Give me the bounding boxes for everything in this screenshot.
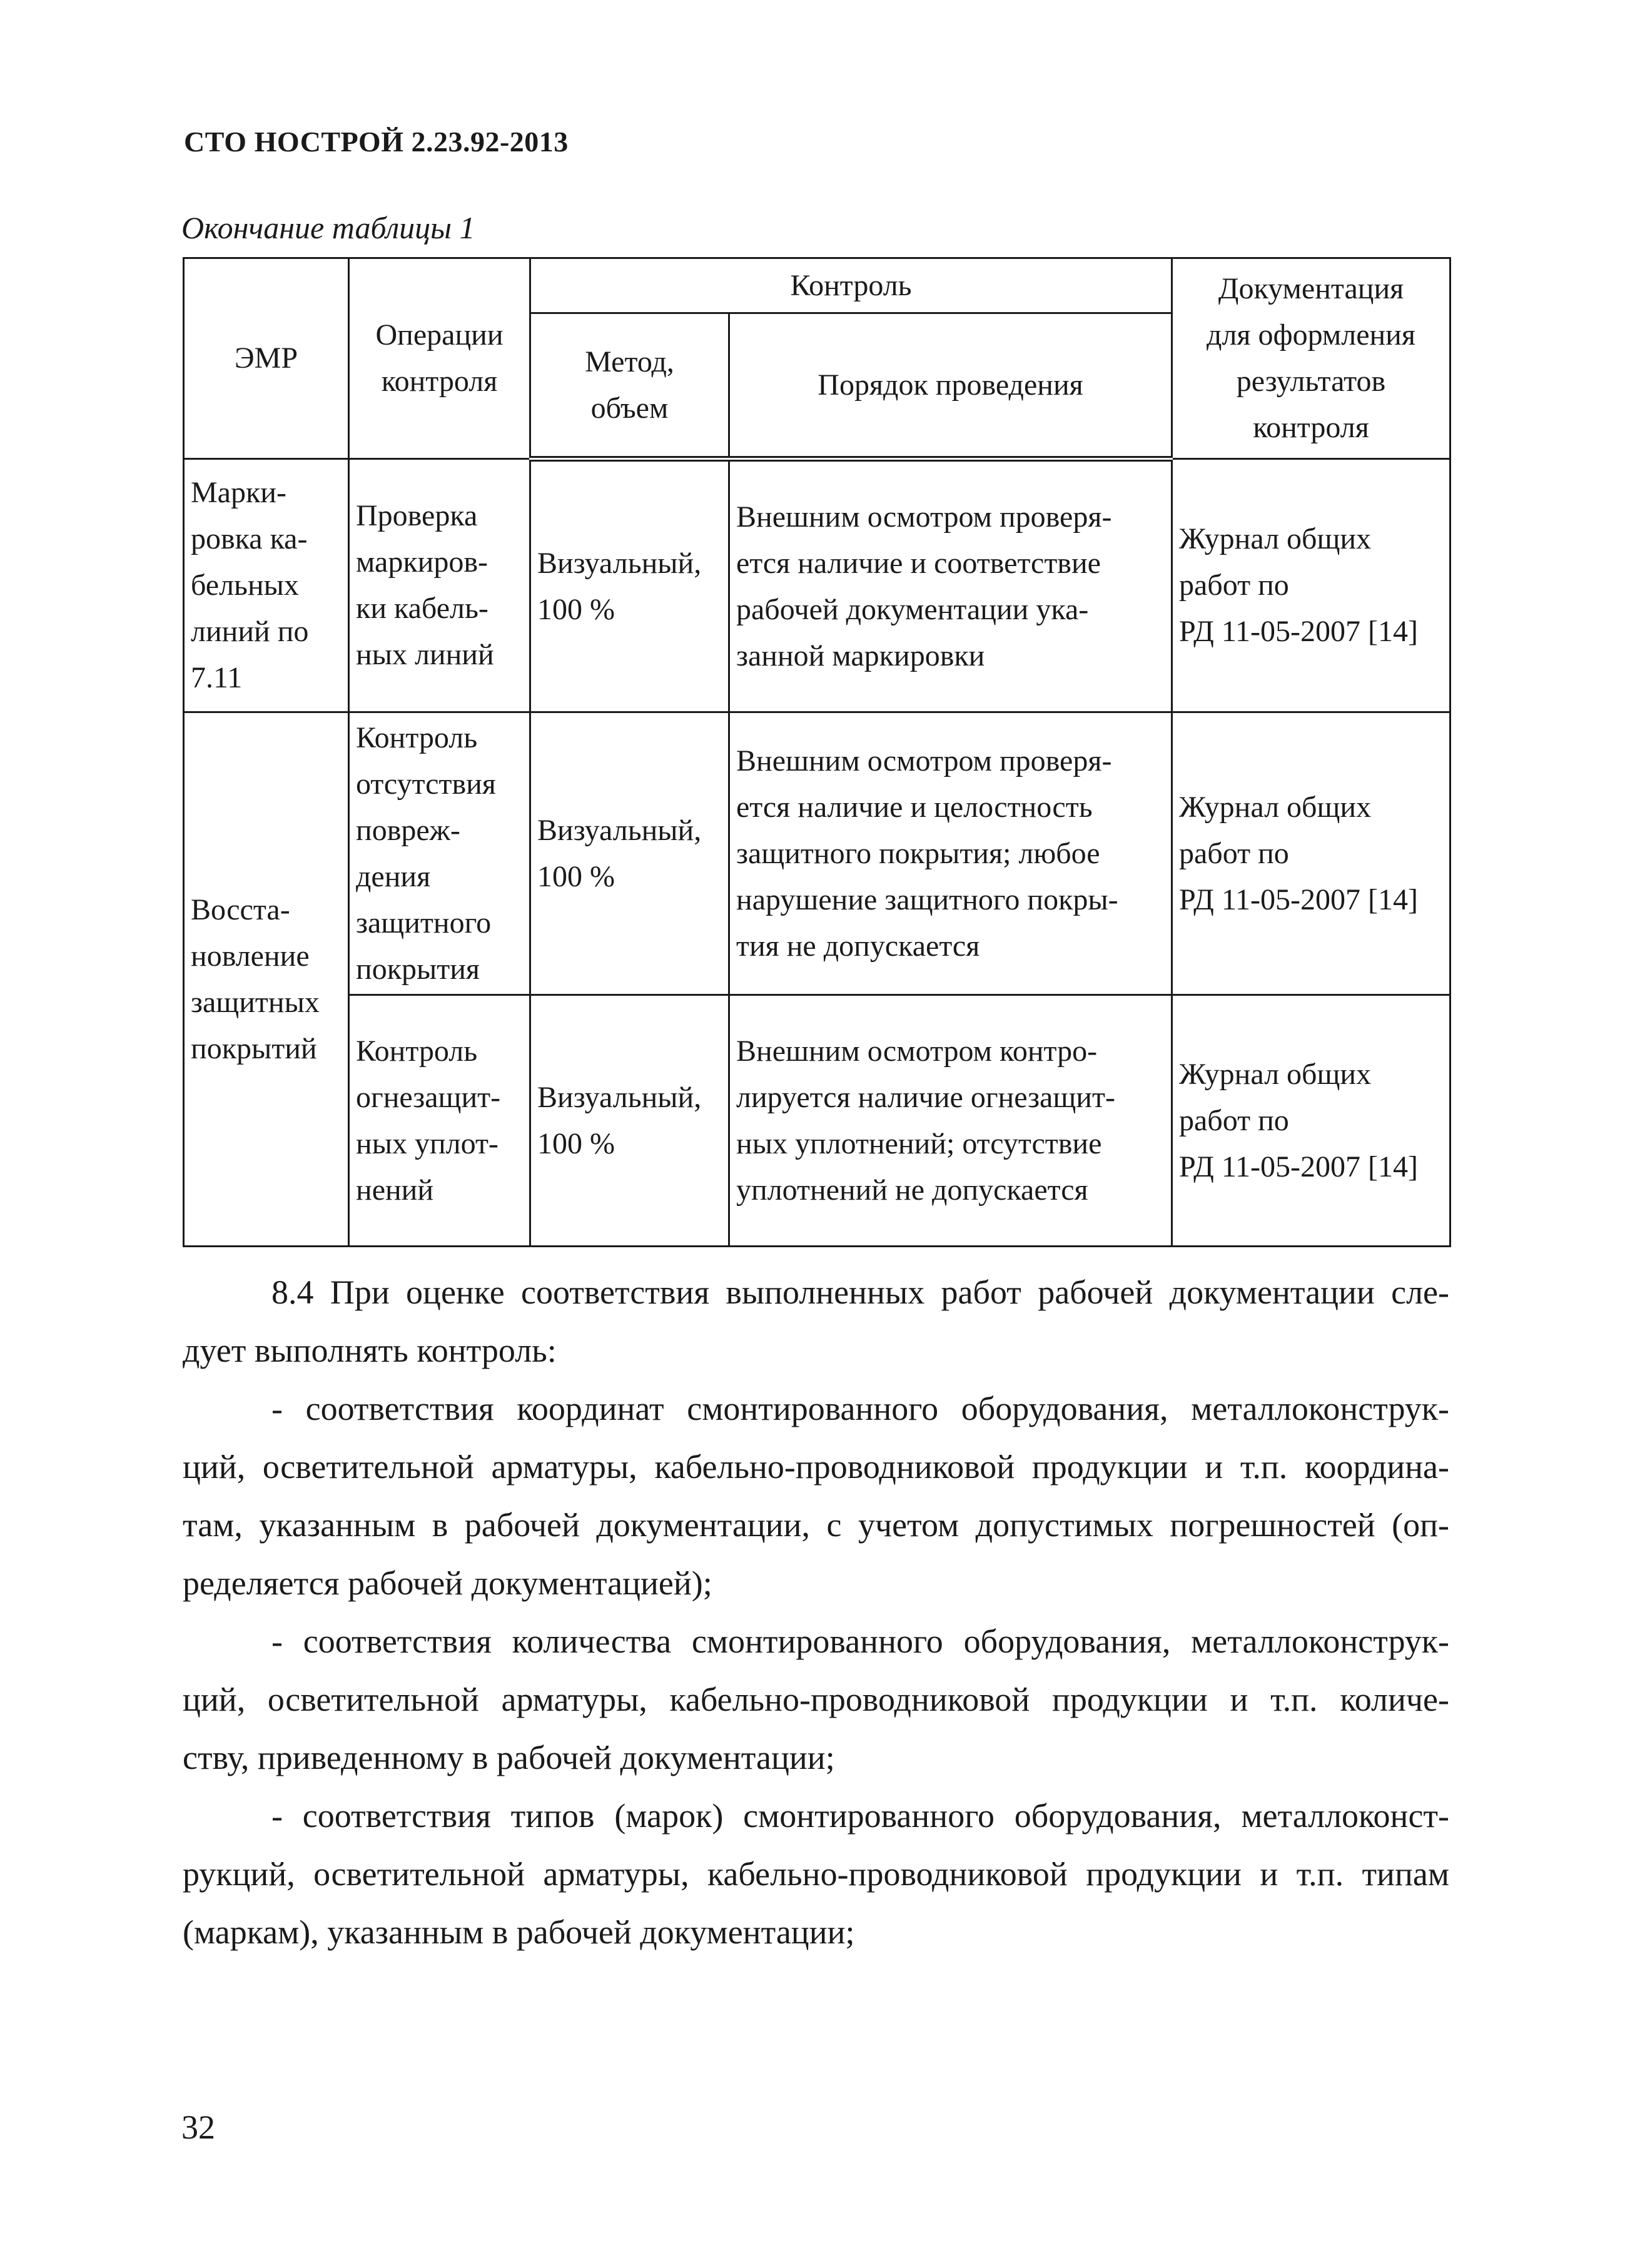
cell-line: для оформления <box>1207 318 1415 352</box>
control-table <box>183 257 1451 1247</box>
cell-line: 100 % <box>537 859 615 893</box>
cell-line: покрытий <box>191 1031 317 1065</box>
cell-line: ется наличие и соответствие <box>736 546 1101 580</box>
cell-operation <box>349 712 530 995</box>
cell-line: Документация <box>1218 272 1404 305</box>
cell-line: линий по <box>191 615 309 648</box>
cell-line: Журнал общих <box>1179 522 1372 555</box>
cell-line: контроля <box>1253 411 1369 444</box>
cell-line: уплотнений не допускается <box>736 1173 1088 1207</box>
cell-line: бельных <box>191 569 299 602</box>
cell-method <box>530 995 729 1247</box>
cell-line: контроля <box>381 365 498 398</box>
cell-line: объем <box>590 391 669 425</box>
cell-line: повреж- <box>356 813 460 847</box>
page-number: 32 <box>181 2109 215 2146</box>
cell-procedure <box>729 459 1172 712</box>
cell-line: дения <box>356 859 431 893</box>
cell-line: Марки- <box>191 476 286 509</box>
text-line: ций, осветительной арматуры, кабельно-проводниковой продукции и т.п. координа- <box>183 1448 1449 1486</box>
cell-line: 100 % <box>537 592 615 626</box>
cell-line: Журнал общих <box>1179 790 1372 824</box>
cell-documentation <box>1172 459 1450 712</box>
document-header: СТО НОСТРОЙ 2.23.92-2013 <box>184 126 569 158</box>
cell-line: защитного <box>356 906 492 939</box>
header-documentation <box>1172 258 1450 459</box>
cell-line: рабочей документации ука- <box>736 592 1089 626</box>
cell-emr <box>184 459 349 712</box>
header-operations <box>349 258 530 459</box>
cell-line: Внешним осмотром проверя- <box>736 500 1112 534</box>
cell-line: лируется наличие огнезащит- <box>736 1080 1115 1114</box>
paragraph <box>183 1263 1449 1380</box>
table-row <box>184 712 1450 995</box>
cell-line: 100 % <box>537 1126 615 1160</box>
text-line: там, указанным в рабочей документации, с учетом допустимых погрешностей (оп- <box>183 1506 1449 1544</box>
cell-line: ных уплотнений; отсутствие <box>736 1126 1102 1160</box>
cell-documentation <box>1172 712 1450 995</box>
cell-line: ровка ка- <box>191 522 308 555</box>
table-row <box>184 459 1450 712</box>
table-row <box>184 995 1450 1247</box>
table-caption: Окончание таблицы 1 <box>181 210 475 245</box>
cell-line: РД 11-05-2007 [14] <box>1179 615 1418 648</box>
cell-method <box>530 712 729 995</box>
cell-method <box>530 459 729 712</box>
cell-line: Контроль <box>356 1034 478 1068</box>
paragraph <box>183 1787 1449 1962</box>
text-line: - соответствия типов (марок) смонтированного оборудования, металлоконст- <box>271 1797 1449 1835</box>
cell-line: ных линий <box>356 638 494 671</box>
text-line: - соответствия координат смонтированного оборудования, металлоконструк- <box>271 1390 1449 1427</box>
cell-line: ется наличие и целостность <box>736 790 1093 824</box>
paragraph <box>183 1612 1449 1787</box>
cell-line: РД 11-05-2007 [14] <box>1179 883 1418 916</box>
cell-procedure <box>729 995 1172 1247</box>
header-emr: ЭМР <box>184 258 349 459</box>
cell-line: Внешним осмотром проверя- <box>736 744 1112 777</box>
cell-line: Визуальный, <box>537 1080 702 1114</box>
paragraph <box>183 1380 1449 1612</box>
cell-line: работ по <box>1179 836 1289 870</box>
cell-documentation <box>1172 995 1450 1247</box>
text-line: ределяется рабочей документацией); <box>183 1564 712 1602</box>
body-text <box>183 1263 1449 1962</box>
cell-line: новление <box>191 939 310 973</box>
cell-line: Визуальный, <box>537 813 702 847</box>
text-line: ций, осветительной арматуры, кабельно-проводниковой продукции и т.п. количе- <box>183 1681 1449 1718</box>
cell-line: Метод, <box>585 345 674 378</box>
cell-line: нарушение защитного покры- <box>736 883 1118 916</box>
cell-emr <box>184 712 349 1247</box>
cell-procedure <box>729 712 1172 995</box>
cell-line: ки кабель- <box>356 592 489 625</box>
cell-line: Проверка <box>356 499 478 532</box>
cell-line: нений <box>356 1173 434 1207</box>
cell-line: Контроль <box>356 721 478 754</box>
cell-line: работ по <box>1179 569 1289 602</box>
cell-line: ных уплот- <box>356 1126 499 1160</box>
cell-line: Журнал общих <box>1179 1057 1372 1091</box>
header-procedure: Порядок проведения <box>729 313 1172 459</box>
cell-line: работ по <box>1179 1103 1289 1137</box>
cell-operation <box>349 995 530 1247</box>
text-line: 8.4 При оценке соответствия выполненных работ рабочей документации сле- <box>271 1273 1449 1311</box>
text-line: дует выполнять контроль: <box>183 1332 557 1369</box>
cell-line: занной маркировки <box>736 639 985 672</box>
header-method <box>530 313 729 459</box>
text-line: (маркам), указанным в рабочей документации; <box>183 1913 855 1951</box>
cell-line: защитного покрытия; любое <box>736 836 1100 870</box>
text-line: ству, приведенному в рабочей документации; <box>183 1739 835 1776</box>
cell-line: результатов <box>1236 365 1386 398</box>
cell-line: огнезащит- <box>356 1080 501 1114</box>
cell-line: Операции <box>375 318 504 352</box>
cell-line: отсутствия <box>356 767 496 801</box>
cell-line: Восста- <box>191 893 290 926</box>
cell-operation <box>349 459 530 712</box>
text-line: - соответствия количества смонтированного оборудования, металлоконструк- <box>271 1623 1449 1660</box>
text-line: рукций, осветительной арматуры, кабельно-проводниковой продукции и т.п. типам <box>183 1855 1449 1893</box>
cell-line: Визуальный, <box>537 546 702 580</box>
cell-line: защитных <box>191 985 320 1019</box>
cell-line: РД 11-05-2007 [14] <box>1179 1150 1418 1183</box>
header-control: Контроль <box>530 258 1172 313</box>
cell-line: 7.11 <box>191 661 243 694</box>
cell-line: маркиров- <box>356 545 489 579</box>
cell-line: тия не допускается <box>736 929 980 963</box>
cell-line: покрытия <box>356 952 480 986</box>
cell-line: Внешним осмотром контро- <box>736 1034 1098 1068</box>
